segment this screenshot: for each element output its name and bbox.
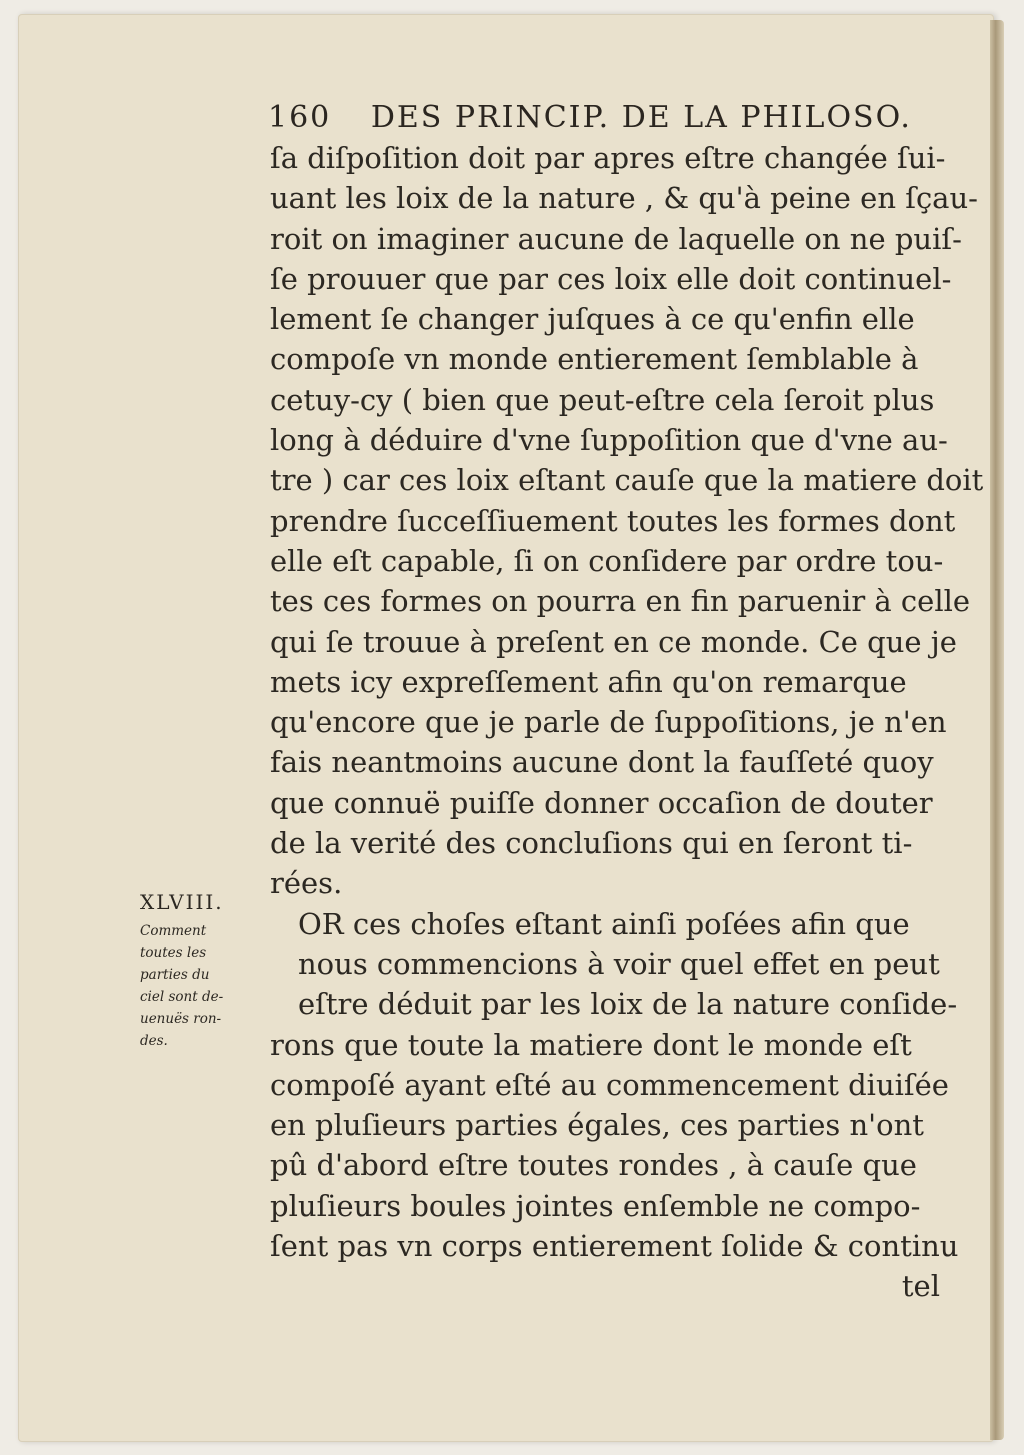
text-line: tes ces formes on pourra en fin paruenir à celle (270, 584, 971, 619)
text-line: tre ) car ces loix eſtant cauſe que la matiere doit (270, 463, 984, 498)
catchword: tel (901, 1269, 940, 1304)
text-line: compoſé ayant eſté au commencement diuiſée (270, 1067, 949, 1102)
running-header (268, 100, 912, 135)
text-line: rons que toute la matiere dont le monde eſt (270, 1027, 912, 1062)
margin-note-line: uenuës ron- (140, 1011, 222, 1027)
text-line: ſent pas vn corps entierement ſolide & continu (270, 1229, 959, 1264)
margin-note-line: ciel sont de- (140, 989, 224, 1005)
text-line: uant les loix de la nature , & qu'à peine en ſçau- (270, 181, 978, 216)
text-line: lement ſe changer juſques à ce qu'enfin elle (270, 302, 915, 337)
text-line: en pluſieurs parties égales, ces parties n'ont (270, 1108, 924, 1143)
text-line: compoſe vn monde entierement ſemblable à (270, 342, 919, 377)
text-line: pluſieurs boules jointes enſemble ne compo- (270, 1188, 921, 1223)
text-line: elle eſt capable, ſi on conſidere par ordre tou- (270, 543, 944, 578)
text-line: qu'encore que je parle de ſuppoſitions, je n'en (270, 705, 947, 740)
paragraph-start-line: OR ces choſes eſtant ainſi poſées afin que (298, 906, 910, 941)
margin-note-line: toutes les (140, 945, 207, 961)
running-title: DES PRINCIP. DE LA PHILOSO. (370, 100, 912, 135)
margin-note-line: parties du (140, 967, 210, 983)
page-edge (990, 20, 1004, 1440)
text-line: mets icy expreſſement afin qu'on remarque (270, 664, 907, 699)
margin-note-line: des. (140, 1033, 168, 1049)
text-line: cetuy-cy ( bien que peut-eſtre cela ſeroit plus (270, 382, 935, 417)
text-line: rées. (270, 866, 343, 901)
text-line: nous commencions à voir quel effet en peut (298, 946, 940, 981)
text-line: fais neantmoins aucune dont la fauſſeté quoy (270, 745, 934, 780)
page-number: 160 (268, 100, 332, 135)
margin-note (140, 890, 260, 1052)
margin-note-number: XLVIII. (140, 890, 224, 914)
body-text (270, 138, 984, 1307)
text-line: pû d'abord eſtre toutes rondes , à cauſe que (270, 1148, 917, 1183)
text-line: que connuë puiſſe donner occaſion de douter (270, 785, 933, 820)
text-line: ſa diſpoſition doit par apres eſtre changée ſui- (270, 141, 946, 175)
text-line: ſe prouuer que par ces loix elle doit continuel- (270, 261, 952, 296)
text-line: roit on imaginer aucune de laquelle on ne puiſ- (270, 221, 962, 256)
text-line: eſtre déduit par les loix de la nature conſide- (298, 987, 958, 1022)
margin-note-line: Comment (140, 923, 207, 939)
text-line: prendre ſucceſſiuement toutes les formes dont (270, 503, 956, 538)
text-line: long à déduire d'vne ſuppoſition que d'vne au- (270, 423, 948, 458)
text-line: qui ſe trouue à preſent en ce monde. Ce que je (270, 624, 957, 659)
text-line: de la verité des concluſions qui en ſeront ti- (270, 826, 913, 861)
